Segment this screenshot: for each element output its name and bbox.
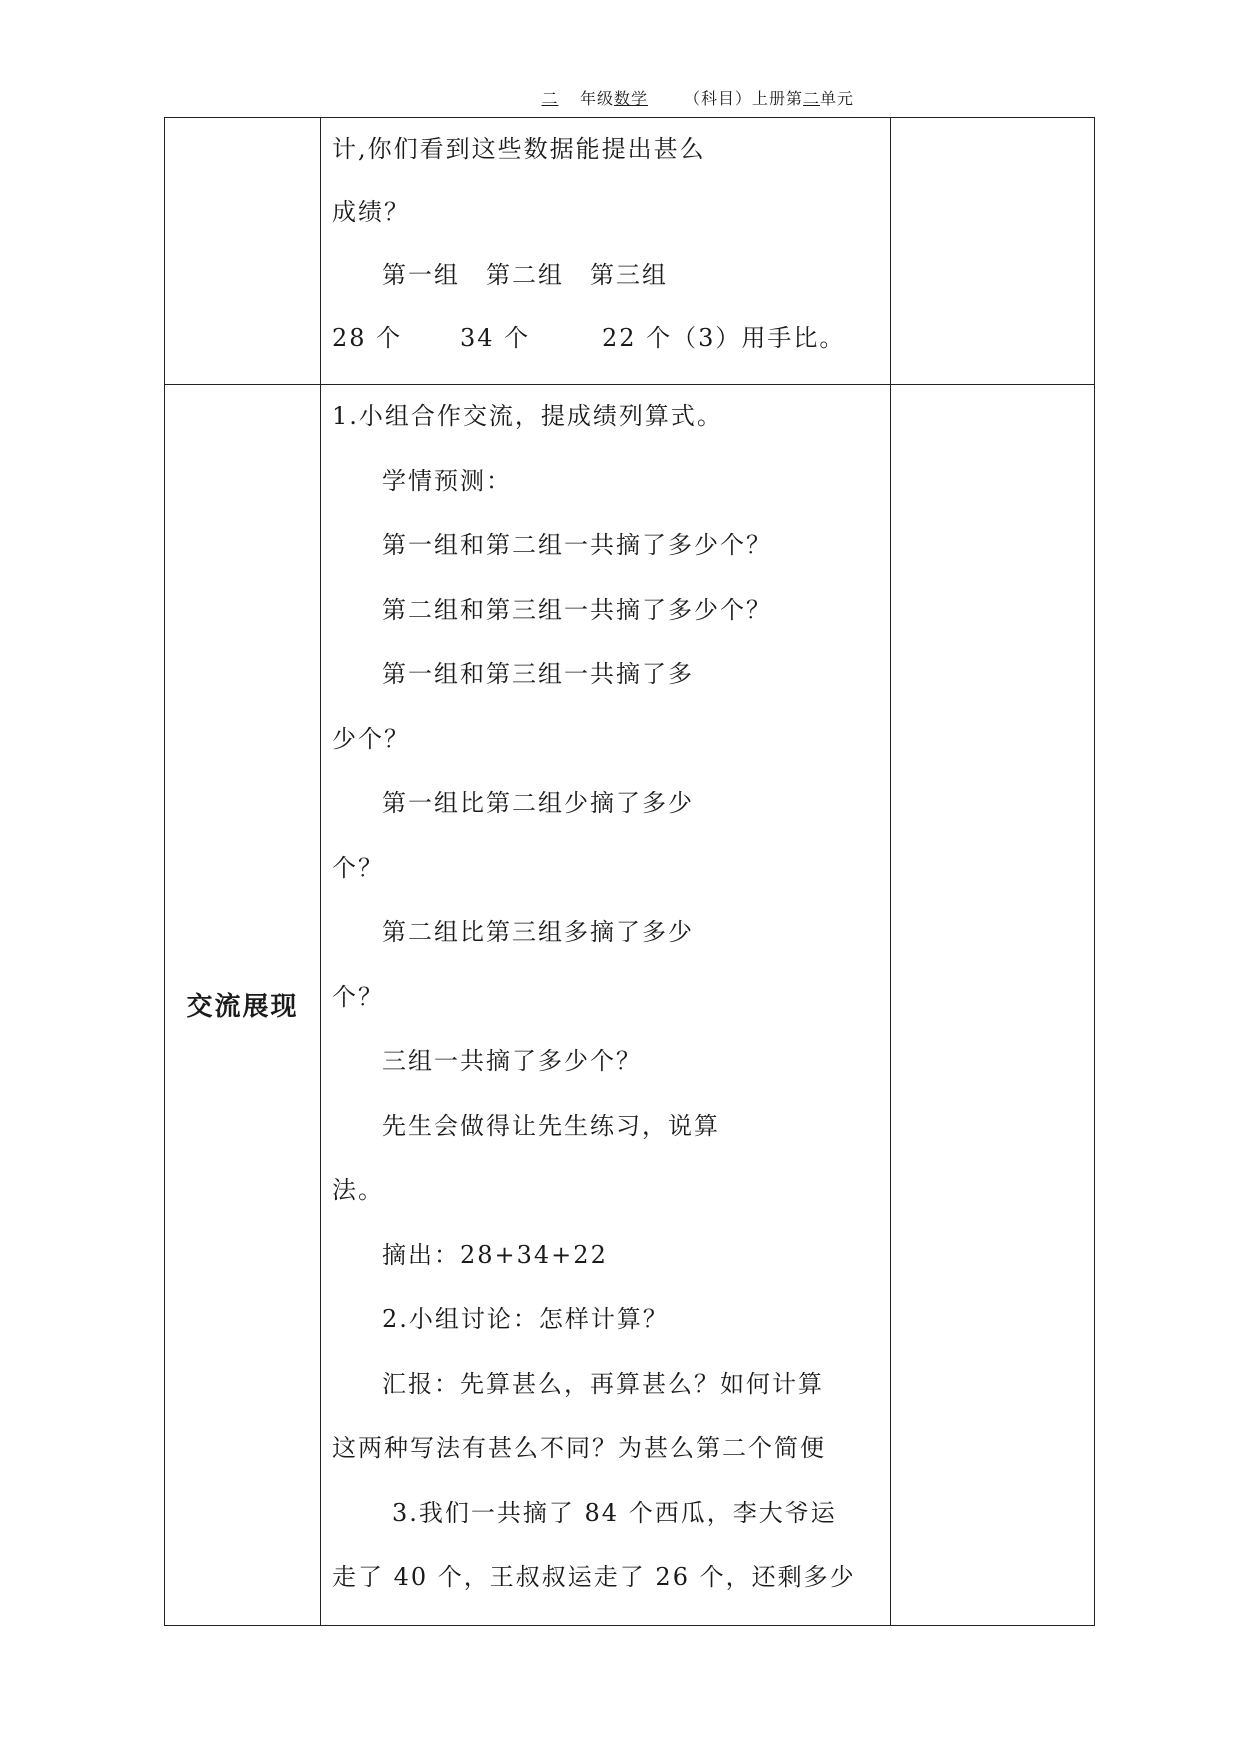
content-line: 这两种写法有甚么不同？为甚么第二个简便 bbox=[332, 1434, 826, 1462]
content-cell bbox=[321, 118, 891, 385]
count-group-1: 28 个 bbox=[332, 324, 403, 352]
content-line: 第一组 第二组 第三组 bbox=[382, 261, 668, 289]
content-line: 少个？ bbox=[332, 724, 410, 753]
content-line: 汇报：先算甚么，再算甚么？如何计算 bbox=[382, 1369, 824, 1398]
content-line: 法。 bbox=[332, 1176, 384, 1204]
notes-cell bbox=[891, 118, 1095, 385]
content-line: 第一组和第二组一共摘了多少个？ bbox=[382, 531, 772, 559]
content-line: 个？ bbox=[332, 853, 384, 882]
content-line: 学情预测： bbox=[382, 466, 512, 495]
table-row bbox=[165, 385, 1095, 1626]
unit-value: 二 bbox=[803, 89, 821, 108]
section-label-cell bbox=[165, 118, 321, 385]
content-line: 第二组和第三组一共摘了多少个？ bbox=[382, 595, 772, 624]
content-line: 第一组和第三组一共摘了多 bbox=[382, 660, 694, 688]
page-header bbox=[520, 86, 854, 109]
section-label: 交流展现 bbox=[186, 992, 299, 1023]
count-group-3: 22 个（3）用手比。 bbox=[602, 324, 846, 352]
content-line: 个？ bbox=[332, 982, 384, 1011]
content-cell bbox=[321, 385, 891, 1626]
content-line: 走了 40 个，王叔叔运走了 26 个，还剩多少 bbox=[332, 1563, 856, 1591]
content-line: 计,你们看到这些数据能提出甚么 bbox=[332, 135, 706, 163]
grade-value: 二 bbox=[541, 89, 559, 108]
section-label-cell bbox=[165, 385, 321, 1626]
count-group-2: 34 个 bbox=[460, 324, 531, 352]
content-line: 第一组比第二组少摘了多少 bbox=[382, 789, 694, 817]
grade-suffix: 年级 bbox=[580, 89, 615, 108]
unit-suffix: 单元 bbox=[820, 89, 855, 108]
content-line: 第二组比第三组多摘了多少 bbox=[382, 918, 694, 946]
content-line: 摘出：28+34+22 bbox=[382, 1240, 608, 1269]
subject-note: （科目）上册第 bbox=[684, 89, 804, 108]
content-line: 三组一共摘了多少个？ bbox=[382, 1047, 642, 1075]
content-line: 1.小组合作交流，提成绩列算式。 bbox=[332, 402, 723, 430]
content-line: 2.小组讨论：怎样计算？ bbox=[382, 1305, 669, 1333]
notes-cell bbox=[891, 385, 1095, 1626]
subject-value: 数学 bbox=[614, 89, 649, 108]
content-line: 3.我们一共摘了 84 个西瓜，李大爷运 bbox=[392, 1498, 837, 1527]
lesson-table bbox=[164, 117, 1095, 1626]
content-line: 先生会做得让先生练习，说算 bbox=[382, 1111, 720, 1140]
table-row bbox=[165, 118, 1095, 385]
counts-line bbox=[332, 321, 890, 384]
content-line: 成绩？ bbox=[332, 198, 410, 226]
